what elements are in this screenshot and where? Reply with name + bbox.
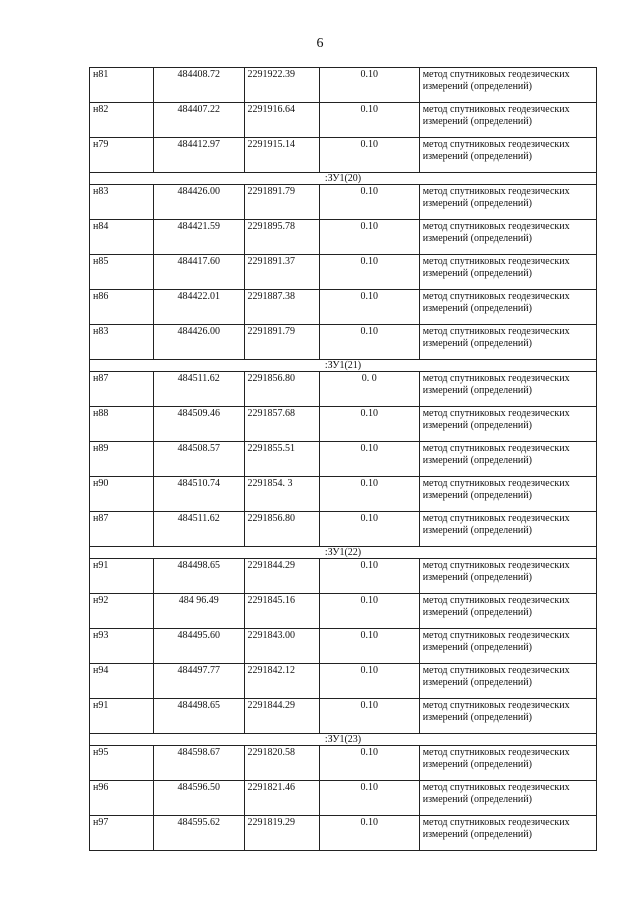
point-name-cell: н88 [90, 407, 154, 442]
accuracy-cell: 0.10 [319, 664, 419, 699]
point-name-cell: н83 [90, 325, 154, 360]
table-row [90, 746, 597, 781]
accuracy-cell: 0.10 [319, 629, 419, 664]
table-row [90, 407, 597, 442]
table-row [90, 629, 597, 664]
point-name-cell: н82 [90, 103, 154, 138]
x-coordinate-cell: 484426.00 [153, 185, 244, 220]
x-coordinate-cell: 484 96.49 [153, 594, 244, 629]
table-row [90, 664, 597, 699]
y-coordinate-cell: 2291857.68 [244, 407, 319, 442]
method-cell: метод спутниковых геодезических измерений (определений) [419, 372, 596, 407]
accuracy-cell: 0.10 [319, 407, 419, 442]
accuracy-cell: 0.10 [319, 477, 419, 512]
point-name-cell: н89 [90, 442, 154, 477]
section-header-row [90, 547, 597, 559]
x-coordinate-cell: 484407.22 [153, 103, 244, 138]
table-row [90, 255, 597, 290]
x-coordinate-cell: 484511.62 [153, 512, 244, 547]
point-name-cell: н87 [90, 512, 154, 547]
point-name-cell: н94 [90, 664, 154, 699]
method-cell: метод спутниковых геодезических измерений (определений) [419, 290, 596, 325]
method-cell: метод спутниковых геодезических измерений (определений) [419, 816, 596, 851]
point-name-cell: н85 [90, 255, 154, 290]
section-header-row [90, 734, 597, 746]
method-cell: метод спутниковых геодезических измерений (определений) [419, 746, 596, 781]
method-cell: метод спутниковых геодезических измерений (определений) [419, 664, 596, 699]
y-coordinate-cell: 2291891.79 [244, 185, 319, 220]
table-row [90, 185, 597, 220]
y-coordinate-cell: 2291854. 3 [244, 477, 319, 512]
y-coordinate-cell: 2291856.80 [244, 512, 319, 547]
method-cell: метод спутниковых геодезических измерений (определений) [419, 477, 596, 512]
y-coordinate-cell: 2291856.80 [244, 372, 319, 407]
method-cell: метод спутниковых геодезических измерений (определений) [419, 559, 596, 594]
table-row [90, 220, 597, 255]
point-name-cell: н90 [90, 477, 154, 512]
x-coordinate-cell: 484510.74 [153, 477, 244, 512]
y-coordinate-cell: 2291845.16 [244, 594, 319, 629]
x-coordinate-cell: 484509.46 [153, 407, 244, 442]
method-cell: метод спутниковых геодезических измерений (определений) [419, 103, 596, 138]
accuracy-cell: 0.10 [319, 699, 419, 734]
accuracy-cell: 0.10 [319, 255, 419, 290]
x-coordinate-cell: 484497.77 [153, 664, 244, 699]
table-row [90, 477, 597, 512]
accuracy-cell: 0.10 [319, 816, 419, 851]
method-cell: метод спутниковых геодезических измерений (определений) [419, 781, 596, 816]
method-cell: метод спутниковых геодезических измерений (определений) [419, 325, 596, 360]
section-label: :ЗУ1(21) [90, 360, 597, 372]
point-name-cell: н86 [90, 290, 154, 325]
table-row [90, 512, 597, 547]
page-number: 6 [316, 36, 324, 51]
y-coordinate-cell: 2291887.38 [244, 290, 319, 325]
y-coordinate-cell: 2291922.39 [244, 68, 319, 103]
point-name-cell: н87 [90, 372, 154, 407]
method-cell: метод спутниковых геодезических измерений (определений) [419, 185, 596, 220]
y-coordinate-cell: 2291915.14 [244, 138, 319, 173]
y-coordinate-cell: 2291855.51 [244, 442, 319, 477]
coordinates-table [89, 67, 597, 851]
x-coordinate-cell: 484508.57 [153, 442, 244, 477]
accuracy-cell: 0.10 [319, 68, 419, 103]
accuracy-cell: 0.10 [319, 559, 419, 594]
method-cell: метод спутниковых геодезических измерений (определений) [419, 138, 596, 173]
x-coordinate-cell: 484417.60 [153, 255, 244, 290]
x-coordinate-cell: 484421.59 [153, 220, 244, 255]
method-cell: метод спутниковых геодезических измерений (определений) [419, 68, 596, 103]
point-name-cell: н84 [90, 220, 154, 255]
x-coordinate-cell: 484596.50 [153, 781, 244, 816]
method-cell: метод спутниковых геодезических измерений (определений) [419, 512, 596, 547]
accuracy-cell: 0.10 [319, 781, 419, 816]
y-coordinate-cell: 2291891.79 [244, 325, 319, 360]
x-coordinate-cell: 484422.01 [153, 290, 244, 325]
method-cell: метод спутниковых геодезических измерений (определений) [419, 255, 596, 290]
accuracy-cell: 0.10 [319, 442, 419, 477]
method-cell: метод спутниковых геодезических измерений (определений) [419, 699, 596, 734]
y-coordinate-cell: 2291844.29 [244, 559, 319, 594]
table-row [90, 138, 597, 173]
table-row [90, 594, 597, 629]
accuracy-cell: 0.10 [319, 325, 419, 360]
point-name-cell: н91 [90, 699, 154, 734]
section-header-row [90, 360, 597, 372]
section-label: :ЗУ1(22) [90, 547, 597, 559]
x-coordinate-cell: 484412.97 [153, 138, 244, 173]
section-label: :ЗУ1(23) [90, 734, 597, 746]
y-coordinate-cell: 2291895.78 [244, 220, 319, 255]
y-coordinate-cell: 2291820.58 [244, 746, 319, 781]
table-row [90, 699, 597, 734]
method-cell: метод спутниковых геодезических измерений (определений) [419, 220, 596, 255]
table-row [90, 559, 597, 594]
point-name-cell: н93 [90, 629, 154, 664]
accuracy-cell: 0.10 [319, 746, 419, 781]
section-header-row [90, 173, 597, 185]
table-row [90, 442, 597, 477]
accuracy-cell: 0.10 [319, 138, 419, 173]
point-name-cell: н97 [90, 816, 154, 851]
x-coordinate-cell: 484408.72 [153, 68, 244, 103]
y-coordinate-cell: 2291916.64 [244, 103, 319, 138]
y-coordinate-cell: 2291843.00 [244, 629, 319, 664]
accuracy-cell: 0.10 [319, 594, 419, 629]
y-coordinate-cell: 2291891.37 [244, 255, 319, 290]
x-coordinate-cell: 484498.65 [153, 699, 244, 734]
accuracy-cell: 0.10 [319, 220, 419, 255]
y-coordinate-cell: 2291821.46 [244, 781, 319, 816]
point-name-cell: н95 [90, 746, 154, 781]
table-row [90, 816, 597, 851]
accuracy-cell: 0.10 [319, 290, 419, 325]
table-row [90, 103, 597, 138]
point-name-cell: н92 [90, 594, 154, 629]
point-name-cell: н79 [90, 138, 154, 173]
accuracy-cell: 0.10 [319, 185, 419, 220]
x-coordinate-cell: 484598.67 [153, 746, 244, 781]
x-coordinate-cell: 484495.60 [153, 629, 244, 664]
y-coordinate-cell: 2291844.29 [244, 699, 319, 734]
x-coordinate-cell: 484498.65 [153, 559, 244, 594]
table-row [90, 325, 597, 360]
method-cell: метод спутниковых геодезических измерений (определений) [419, 629, 596, 664]
point-name-cell: н91 [90, 559, 154, 594]
table-row [90, 290, 597, 325]
accuracy-cell: 0.10 [319, 103, 419, 138]
y-coordinate-cell: 2291842.12 [244, 664, 319, 699]
method-cell: метод спутниковых геодезических измерений (определений) [419, 407, 596, 442]
table-row [90, 68, 597, 103]
y-coordinate-cell: 2291819.29 [244, 816, 319, 851]
coordinates-table-body [90, 68, 597, 851]
table-row [90, 372, 597, 407]
accuracy-cell: 0. 0 [319, 372, 419, 407]
x-coordinate-cell: 484511.62 [153, 372, 244, 407]
method-cell: метод спутниковых геодезических измерений (определений) [419, 442, 596, 477]
accuracy-cell: 0.10 [319, 512, 419, 547]
point-name-cell: н96 [90, 781, 154, 816]
method-cell: метод спутниковых геодезических измерений (определений) [419, 594, 596, 629]
section-label: :ЗУ1(20) [90, 173, 597, 185]
point-name-cell: н81 [90, 68, 154, 103]
x-coordinate-cell: 484426.00 [153, 325, 244, 360]
point-name-cell: н83 [90, 185, 154, 220]
table-row [90, 781, 597, 816]
x-coordinate-cell: 484595.62 [153, 816, 244, 851]
